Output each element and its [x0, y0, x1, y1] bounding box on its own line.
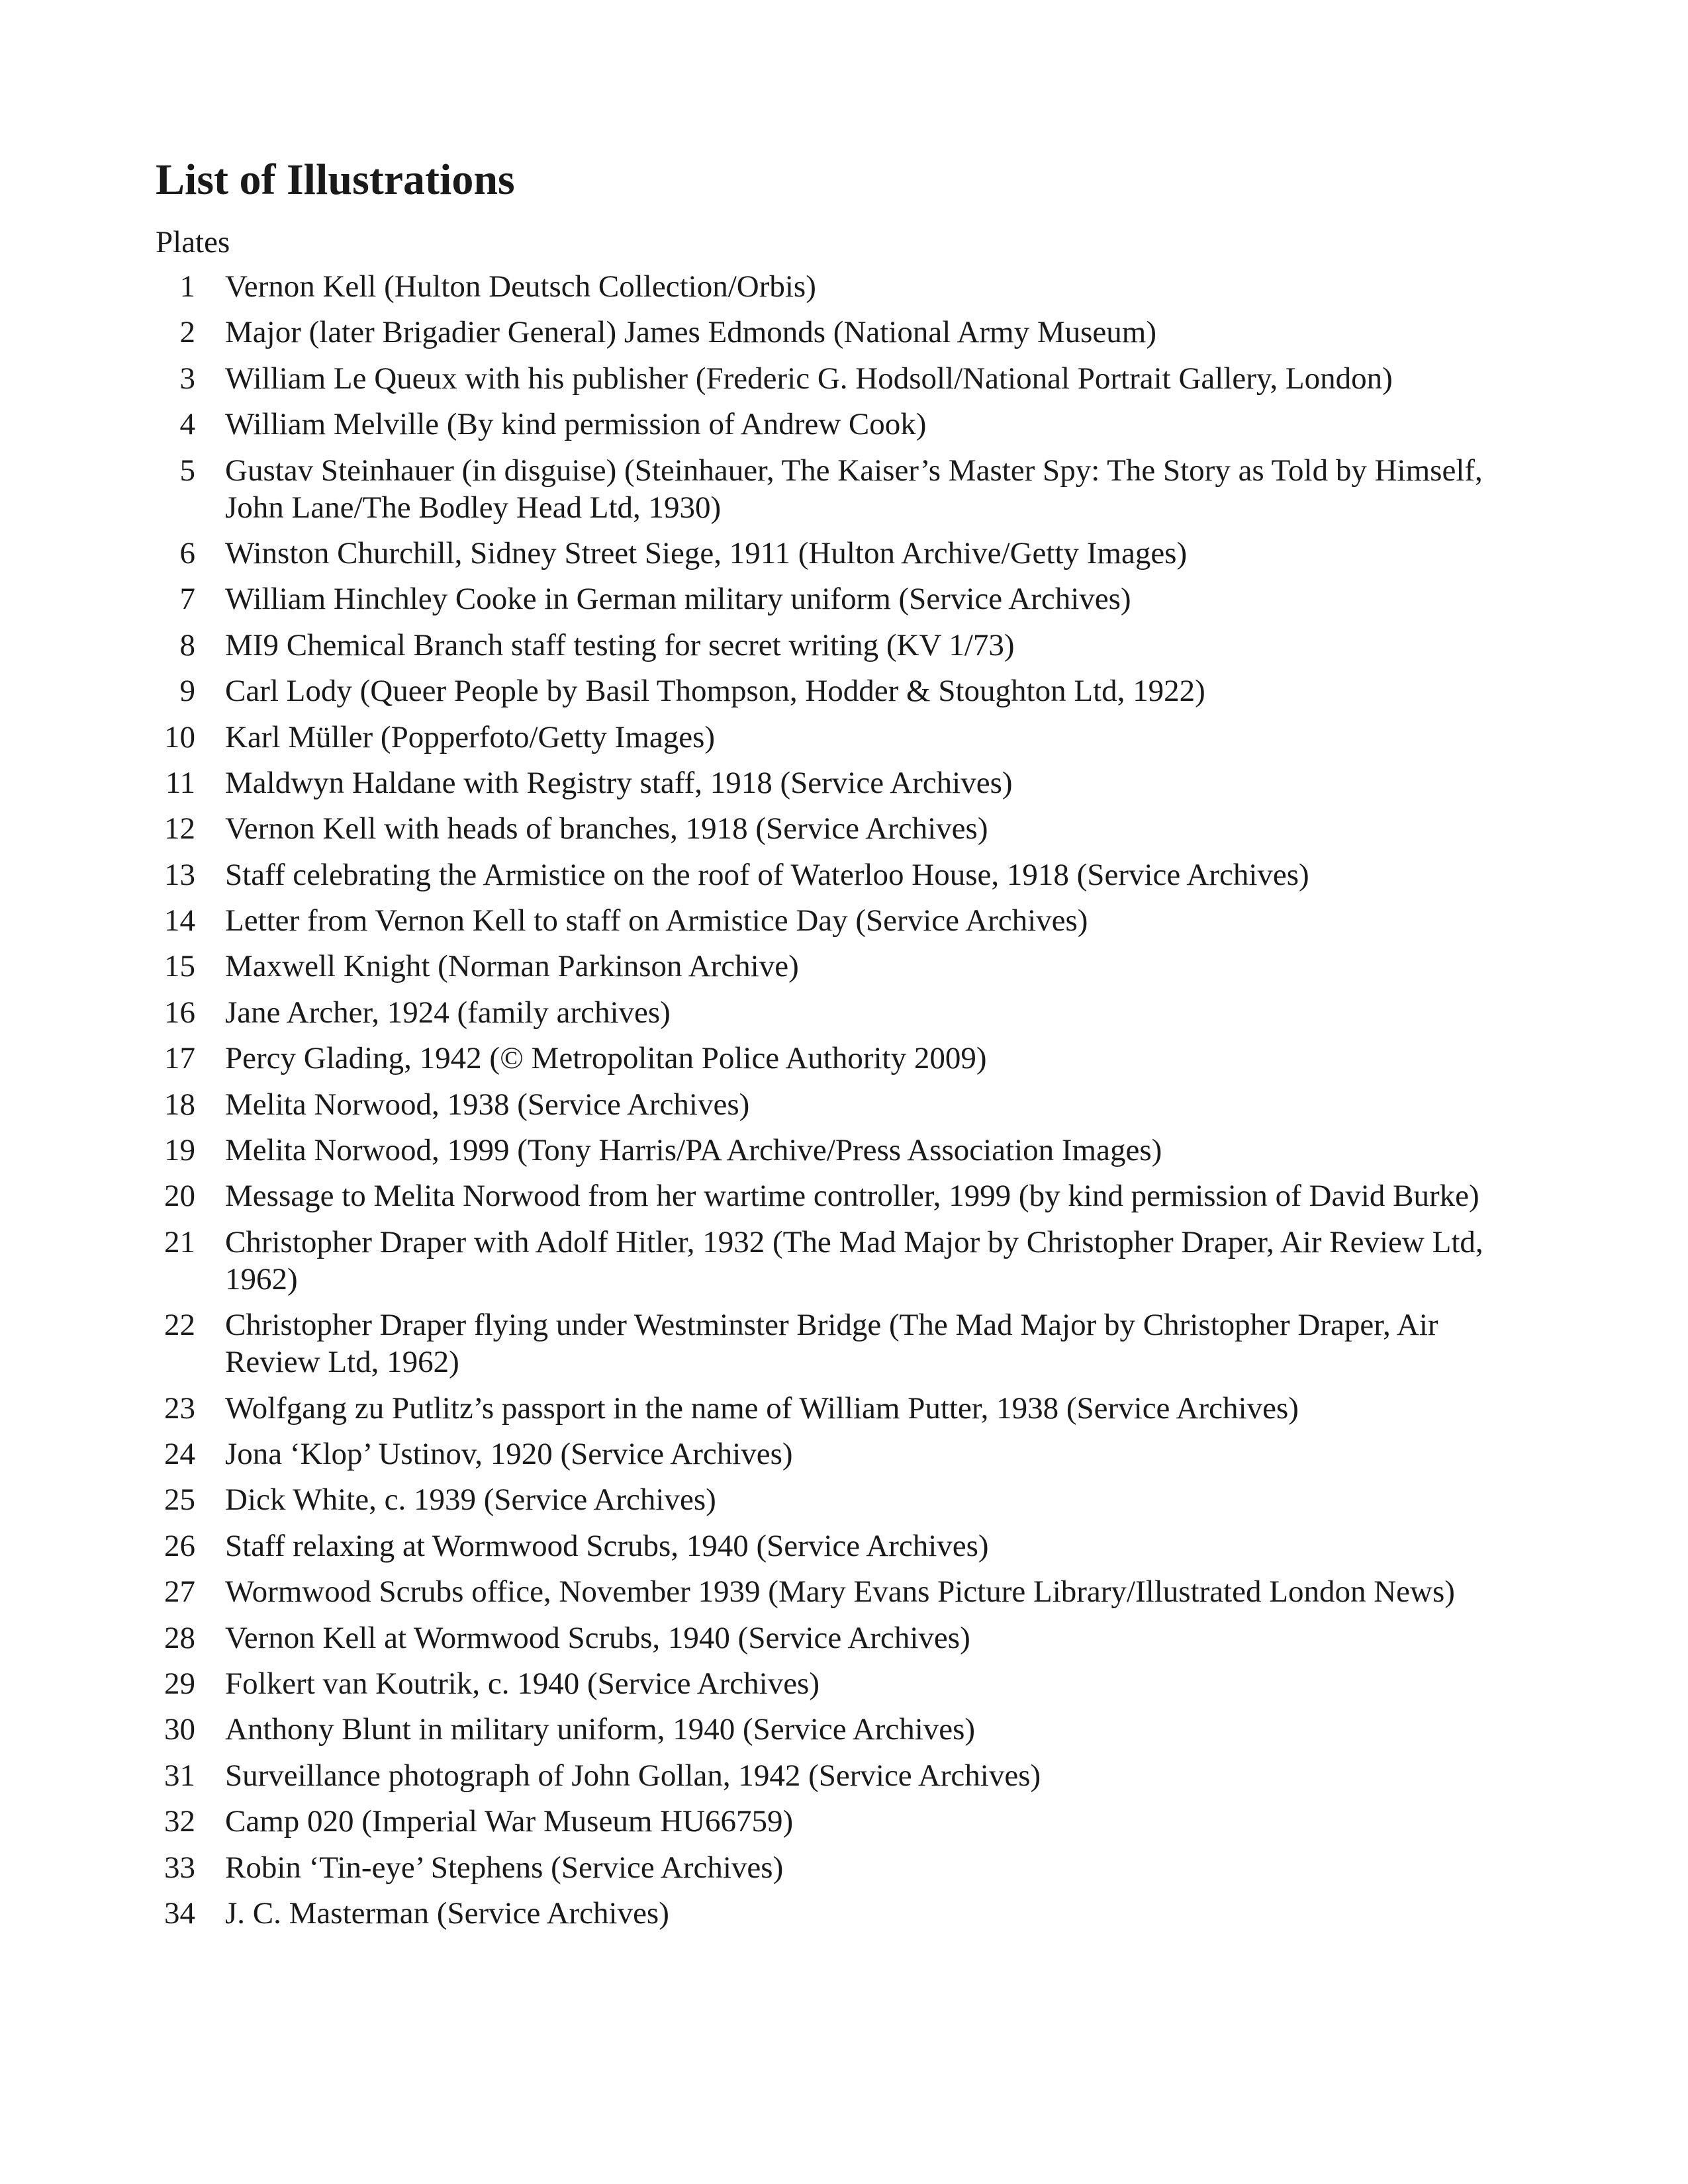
plate-caption: Wormwood Scrubs office, November 1939 (Mary Evans Picture Library/Illustrated London News): [225, 1574, 1455, 1610]
plate-number: 15: [164, 949, 195, 984]
plate-caption: Staff relaxing at Wormwood Scrubs, 1940 (Service Archives): [225, 1528, 989, 1563]
list-item: [156, 672, 1539, 709]
list-item: [156, 856, 1539, 893]
list-item: [156, 1803, 1539, 1840]
plate-number: 16: [164, 995, 195, 1030]
plate-number: 26: [164, 1528, 195, 1563]
plate-number: 20: [164, 1179, 195, 1214]
plate-number: 21: [164, 1224, 195, 1259]
list-item: [156, 719, 1539, 756]
plate-caption: Karl Müller (Popperfoto/Getty Images): [225, 719, 716, 754]
plate-number: 22: [164, 1308, 195, 1343]
list-item: [156, 406, 1539, 443]
section-label-plates: Plates: [156, 225, 230, 259]
plate-caption: Carl Lody (Queer People by Basil Thompson, Hodder & Stoughton Ltd, 1922): [225, 674, 1205, 709]
plate-caption: Camp 020 (Imperial War Museum HU66759): [225, 1804, 794, 1839]
plate-caption: Letter from Vernon Kell to staff on Armistice Day (Service Archives): [225, 903, 1088, 938]
plate-number: 25: [164, 1482, 195, 1518]
list-item: [156, 810, 1539, 847]
list-item: [156, 1177, 1539, 1214]
list-item: [156, 268, 1539, 305]
plate-caption: Vernon Kell (Hulton Deutsch Collection/Orbis): [225, 269, 816, 304]
list-item: [156, 994, 1539, 1031]
plate-caption: Anthony Blunt in military uniform, 1940 (Service Archives): [225, 1712, 976, 1747]
plate-caption: J. C. Masterman (Service Archives): [225, 1895, 669, 1931]
plate-number: 28: [164, 1620, 195, 1655]
plate-number: 5: [179, 453, 195, 488]
list-item: [156, 1086, 1539, 1123]
list-item: [156, 1481, 1539, 1518]
list-item: [156, 764, 1539, 801]
plate-caption: Folkert van Koutrik, c. 1940 (Service Archives): [225, 1666, 820, 1701]
list-item: [156, 452, 1539, 526]
plate-number: 4: [179, 407, 195, 442]
plate-number: 34: [164, 1895, 195, 1931]
plate-number: 17: [164, 1041, 195, 1076]
plate-number: 10: [164, 719, 195, 754]
plate-number: 12: [164, 811, 195, 846]
plate-number: 30: [164, 1712, 195, 1747]
list-item: [156, 1435, 1539, 1473]
plate-number: 18: [164, 1087, 195, 1122]
plates-list: [156, 268, 1539, 1940]
plate-number: 33: [164, 1850, 195, 1885]
plate-caption: Winston Churchill, Sidney Street Siege, 1911 (Hulton Archive/Getty Images): [225, 535, 1188, 570]
plate-caption: Maldwyn Haldane with Registry staff, 1918 (Service Archives): [225, 765, 1013, 800]
list-item: [156, 1306, 1539, 1381]
plate-caption: Melita Norwood, 1938 (Service Archives): [225, 1087, 750, 1122]
plate-caption: Surveillance photograph of John Gollan, 1942 (Service Archives): [225, 1758, 1041, 1793]
plate-caption: Percy Glading, 1942 (© Metropolitan Police Authority 2009): [225, 1041, 987, 1076]
list-item: [156, 1849, 1539, 1886]
plate-caption: William Melville (By kind permission of Andrew Cook): [225, 407, 927, 442]
list-item: [156, 1390, 1539, 1427]
plate-number: 27: [164, 1574, 195, 1610]
list-item: [156, 1895, 1539, 1932]
plate-number: 3: [179, 361, 195, 396]
list-item: [156, 902, 1539, 939]
plate-caption: Christopher Draper flying under Westminster Bridge (The Mad Major by Christopher Draper, Air Review Ltd, 1962): [225, 1308, 1438, 1380]
list-item: [156, 948, 1539, 985]
plate-number: 24: [164, 1436, 195, 1471]
plate-caption: Major (later Brigadier General) James Edmonds (National Army Museum): [225, 315, 1156, 350]
plate-caption: Message to Melita Norwood from her wartime controller, 1999 (by kind permission of David Burke): [225, 1179, 1479, 1214]
plate-caption: Robin ‘Tin-eye’ Stephens (Service Archives): [225, 1850, 784, 1885]
plate-number: 11: [165, 765, 195, 800]
plate-number: 14: [164, 903, 195, 938]
plate-number: 1: [179, 269, 195, 304]
plate-caption: Dick White, c. 1939 (Service Archives): [225, 1482, 716, 1518]
plate-caption: MI9 Chemical Branch staff testing for secret writing (KV 1/73): [225, 627, 1015, 662]
page-title: List of Illustrations: [156, 156, 515, 204]
list-item: [156, 314, 1539, 351]
plate-caption: Vernon Kell at Wormwood Scrubs, 1940 (Service Archives): [225, 1620, 970, 1655]
plate-number: 7: [179, 582, 195, 617]
plate-number: 8: [179, 627, 195, 662]
list-item: [156, 1711, 1539, 1748]
list-item: [156, 360, 1539, 397]
plate-number: 31: [164, 1758, 195, 1793]
list-item: [156, 1665, 1539, 1702]
plate-number: 13: [164, 857, 195, 892]
plate-caption: Jane Archer, 1924 (family archives): [225, 995, 671, 1030]
plate-caption: Christopher Draper with Adolf Hitler, 1932 (The Mad Major by Christopher Draper, Air Review Ltd, 1962): [225, 1224, 1483, 1297]
plate-number: 19: [164, 1133, 195, 1168]
plate-number: 32: [164, 1804, 195, 1839]
list-item: [156, 535, 1539, 572]
plate-caption: Vernon Kell with heads of branches, 1918 (Service Archives): [225, 811, 988, 846]
plate-number: 6: [179, 535, 195, 570]
list-item: [156, 1224, 1539, 1298]
plate-caption: Wolfgang zu Putlitz’s passport in the name of William Putter, 1938 (Service Archives): [225, 1390, 1299, 1426]
plate-caption: Maxwell Knight (Norman Parkinson Archive): [225, 949, 799, 984]
plate-number: 9: [179, 674, 195, 709]
plate-caption: Staff celebrating the Armistice on the roof of Waterloo House, 1918 (Service Archives): [225, 857, 1309, 892]
plate-number: 29: [164, 1666, 195, 1701]
list-item: [156, 580, 1539, 617]
list-item: [156, 1040, 1539, 1077]
plate-number: 23: [164, 1390, 195, 1426]
plate-caption: William Le Queux with his publisher (Frederic G. Hodsoll/National Portrait Gallery, London): [225, 361, 1393, 396]
list-item: [156, 1573, 1539, 1610]
plate-number: 2: [179, 315, 195, 350]
plate-caption: Melita Norwood, 1999 (Tony Harris/PA Archive/Press Association Images): [225, 1133, 1162, 1168]
list-item: [156, 1757, 1539, 1794]
list-item: [156, 1527, 1539, 1565]
plate-caption: Gustav Steinhauer (in disguise) (Steinhauer, The Kaiser’s Master Spy: The Story as Told by Himself, John Lane/The Bodley Head Ltd, 1930): [225, 453, 1483, 525]
plate-caption: William Hinchley Cooke in German military uniform (Service Archives): [225, 582, 1131, 617]
list-item: [156, 1619, 1539, 1657]
list-item: [156, 627, 1539, 664]
list-item: [156, 1132, 1539, 1169]
plate-caption: Jona ‘Klop’ Ustinov, 1920 (Service Archives): [225, 1436, 793, 1471]
